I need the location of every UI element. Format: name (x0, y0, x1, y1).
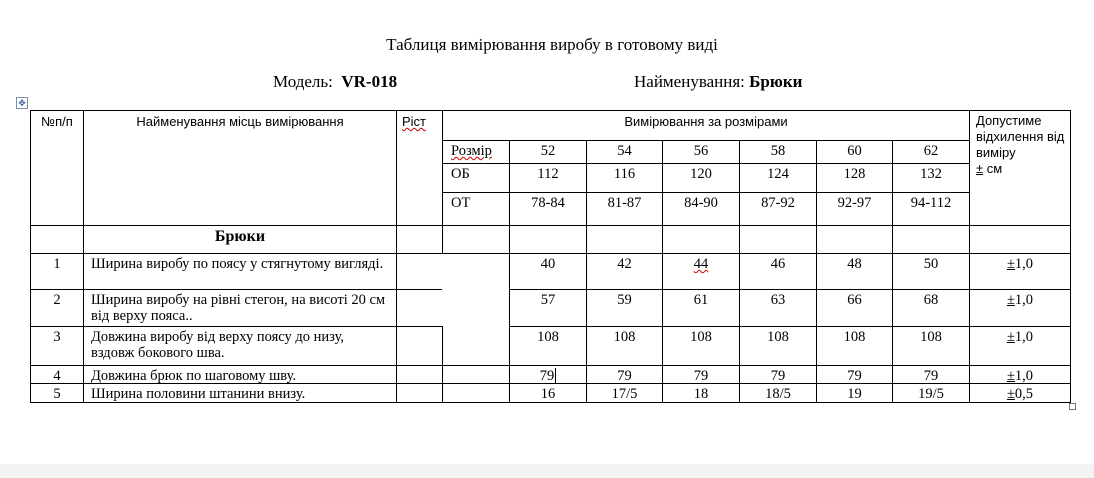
row-value-cell: 59 (617, 292, 632, 308)
model-value: VR-018 (341, 72, 398, 91)
row-value-cell: 63 (770, 292, 786, 308)
row-value-cell: 57 (540, 292, 556, 308)
row-value-cell: 108 (767, 329, 789, 345)
row-value-cell: 108 (920, 329, 942, 345)
row-value-cell: 108 (537, 329, 559, 345)
row-value-cell: 44 (693, 256, 709, 272)
row-number: 1 (53, 256, 61, 272)
row-value-cell: 18 (693, 386, 709, 402)
size-cell: 92-97 (837, 195, 872, 211)
row-measurement-name: Ширина виробу на рівні стегон, на висоті 20 см від верху пояса.. (91, 292, 386, 324)
row-number: 5 (53, 386, 61, 402)
size-cell: 60 (847, 143, 862, 159)
row-value-cell: 42 (617, 256, 632, 272)
row-tolerance: ±1,0 (1006, 256, 1034, 272)
size-cell: 84-90 (684, 195, 718, 211)
size-row-label: Розмір (451, 143, 492, 159)
size-cell: 128 (843, 166, 866, 182)
row-number: 3 (53, 329, 61, 345)
header-measurements: Вимірювання за розмірами (624, 114, 788, 129)
model-label: Модель: (273, 72, 333, 91)
row-measurement-name: Ширина половини штанини внизу. (91, 386, 306, 402)
row-value-cell: 79 (539, 368, 555, 384)
size-cell: 56 (693, 143, 709, 159)
size-cell: 116 (613, 166, 636, 182)
row-value-cell: 19/5 (918, 386, 944, 402)
row-value-cell: 108 (613, 329, 636, 345)
row-value-cell: 48 (847, 256, 862, 272)
table-resize-handle[interactable] (1069, 403, 1076, 410)
size-cell: 62 (923, 143, 939, 159)
product-label: Найменування: (634, 72, 745, 91)
header-num: №п/п (41, 114, 73, 129)
row-value-cell: 18/5 (765, 386, 791, 402)
size-cell: 112 (537, 166, 559, 182)
size-row-label: ОТ (451, 195, 471, 211)
size-cell: 87-92 (761, 195, 795, 211)
size-cell: 94-112 (910, 195, 952, 211)
size-cell: 120 (690, 166, 712, 182)
header-place: Найменування місць вимірювання (136, 114, 344, 129)
row-value-cell: 108 (690, 329, 712, 345)
row-number: 4 (53, 368, 61, 384)
header-tolerance: Допустиме відхилення від виміру ± см (976, 113, 1065, 176)
row-value-cell: 108 (843, 329, 866, 345)
row-tolerance: ±1,0 (1006, 368, 1034, 384)
row-value-cell: 79 (693, 368, 709, 384)
size-cell: 52 (540, 143, 556, 159)
row-value-cell: 79 (617, 368, 632, 384)
size-cell: 81-87 (607, 195, 642, 211)
row-value-cell: 68 (923, 292, 939, 308)
row-tolerance: ±0,5 (1006, 386, 1034, 402)
size-cell: 132 (920, 166, 942, 182)
row-value-cell: 19 (847, 386, 862, 402)
row-value-cell: 40 (540, 256, 556, 272)
row-value-cell: 46 (770, 256, 786, 272)
row-value-cell: 79 (770, 368, 786, 384)
row-value-cell: 50 (923, 256, 939, 272)
product-value: Брюки (749, 72, 803, 91)
size-cell: 54 (617, 143, 632, 159)
size-cell: 124 (767, 166, 789, 182)
row-tolerance: ±1,0 (1006, 329, 1034, 345)
row-value-cell: 66 (847, 292, 862, 308)
size-row-label: ОБ (451, 166, 470, 182)
row-value-cell: 17/5 (611, 386, 638, 402)
row-number: 2 (53, 292, 61, 308)
text-cursor (555, 368, 556, 384)
table-move-handle-icon[interactable]: ✥ (16, 97, 28, 109)
row-measurement-name: Довжина брюк по шаговому шву. (91, 368, 297, 384)
row-measurement-name: Довжина виробу від верху поясу до низу, вздовж бокового шва. (91, 329, 345, 361)
size-cell: 78-84 (531, 195, 565, 211)
row-tolerance: ±1,0 (1006, 292, 1034, 308)
row-value-cell: 16 (540, 386, 556, 402)
row-value-cell: 61 (693, 292, 709, 308)
row-value-cell: 79 (923, 368, 939, 384)
section-heading: Брюки (214, 228, 266, 245)
row-value-cell: 79 (847, 368, 862, 384)
size-cell: 58 (770, 143, 786, 159)
page-title: Таблиця вимірювання виробу в готовому виді (386, 35, 718, 54)
row-measurement-name: Ширина виробу по поясу у стягнутому вигляді. (91, 256, 384, 272)
header-height: Ріст (402, 114, 427, 129)
